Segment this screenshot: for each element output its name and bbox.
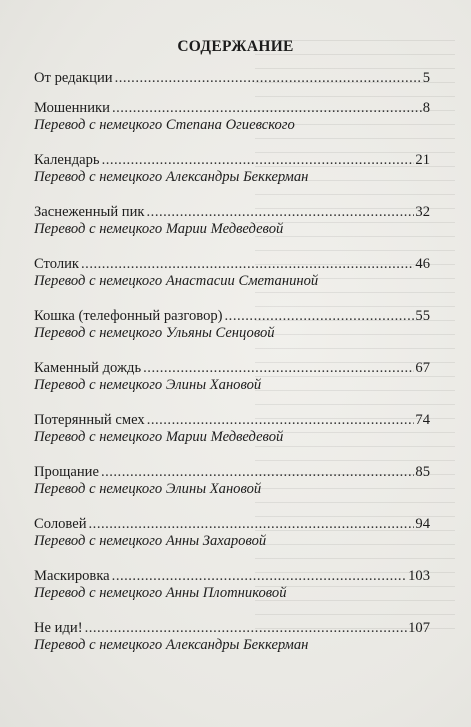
toc-entry: [34, 204, 430, 238]
dot-leader: [112, 100, 422, 117]
toc-entry: [34, 516, 430, 550]
toc-row: [34, 308, 430, 325]
toc-entry: [34, 152, 430, 186]
toc-entry: [34, 360, 430, 394]
toc-entry-title: Соловей: [34, 516, 87, 532]
toc-entry-title: От редакции: [34, 70, 113, 86]
toc-entry-title: Календарь: [34, 152, 100, 168]
toc-row: [34, 360, 430, 377]
toc-entry-title: Каменный дождь: [34, 360, 142, 376]
dot-leader: [147, 412, 415, 429]
toc-entry: [34, 308, 430, 342]
toc-entry-page: 74: [415, 412, 430, 428]
dot-leader: [102, 152, 415, 169]
toc-entry-translator: Перевод с немецкого Элины Хановой: [34, 481, 262, 497]
toc-entry-title: Маскировка: [34, 568, 110, 584]
toc-entry-title: Мошенники: [34, 100, 110, 116]
toc-entry-translator: Перевод с немецкого Степана Огиевского: [34, 117, 295, 133]
page-title: СОДЕРЖАНИЕ: [177, 38, 294, 55]
toc-entry-page: 55: [415, 308, 430, 324]
toc-entry-page: 21: [415, 152, 430, 168]
toc-row: [34, 412, 430, 429]
toc-entry-translator: Перевод с немецкого Марии Медведевой: [34, 221, 284, 237]
table-of-contents: [34, 70, 430, 672]
toc-entry-translator: Перевод с немецкого Марии Медведевой: [34, 429, 284, 445]
dot-leader: [101, 464, 414, 481]
toc-entry-translator: Перевод с немецкого Александры Беккерман: [34, 169, 309, 185]
toc-entry: [34, 256, 430, 290]
toc-entry-translator: Перевод с немецкого Анастасии Сметаниной: [34, 273, 319, 289]
dot-leader: [115, 70, 422, 87]
toc-entry-page: 94: [415, 516, 430, 532]
toc-entry-title: Столик: [34, 256, 80, 272]
dot-leader: [89, 516, 415, 533]
toc-row: [34, 204, 430, 221]
toc-entry-page: 67: [415, 360, 430, 376]
toc-entry: [34, 464, 430, 498]
dot-leader: [81, 256, 414, 273]
toc-entry-page: 103: [408, 568, 430, 584]
toc-entry: [34, 620, 430, 654]
toc-entry-translator: Перевод с немецкого Анны Захаровой: [34, 533, 267, 549]
toc-entry-page: 107: [408, 620, 430, 636]
toc-entry-title: Не иди!: [34, 620, 83, 636]
toc-entry-title: Прощание: [34, 464, 99, 480]
toc-row: [34, 100, 430, 117]
toc-row: [34, 256, 430, 273]
toc-entry-translator: Перевод с немецкого Александры Беккерман: [34, 637, 309, 653]
toc-entry-translator: Перевод с немецкого Ульяны Сенцовой: [34, 325, 275, 341]
toc-entry-page: 46: [415, 256, 430, 272]
toc-row: [34, 568, 430, 585]
toc-entry: [34, 568, 430, 602]
toc-entry: [34, 100, 430, 134]
toc-row: [34, 152, 430, 169]
toc-row: [34, 516, 430, 533]
toc-entry-page: 85: [415, 464, 430, 480]
toc-entry-title: Потерянный смех: [34, 412, 145, 428]
toc-entry: [34, 70, 430, 87]
dot-leader: [85, 620, 408, 637]
toc-entry-title: Заснеженный пик: [34, 204, 145, 220]
toc-entry-title: Кошка (телефонный разговор): [34, 308, 223, 324]
toc-row: [34, 464, 430, 481]
toc-row: [34, 620, 430, 637]
dot-leader: [147, 204, 415, 221]
dot-leader: [143, 360, 414, 377]
toc-entry-translator: Перевод с немецкого Анны Плотниковой: [34, 585, 287, 601]
toc-row: [34, 70, 430, 87]
toc-entry-page: 8: [422, 100, 430, 116]
dot-leader: [112, 568, 407, 585]
dot-leader: [225, 308, 415, 325]
toc-entry-page: 5: [422, 70, 430, 86]
toc-entry: [34, 412, 430, 446]
toc-entry-page: 32: [415, 204, 430, 220]
toc-entry-translator: Перевод с немецкого Элины Хановой: [34, 377, 262, 393]
